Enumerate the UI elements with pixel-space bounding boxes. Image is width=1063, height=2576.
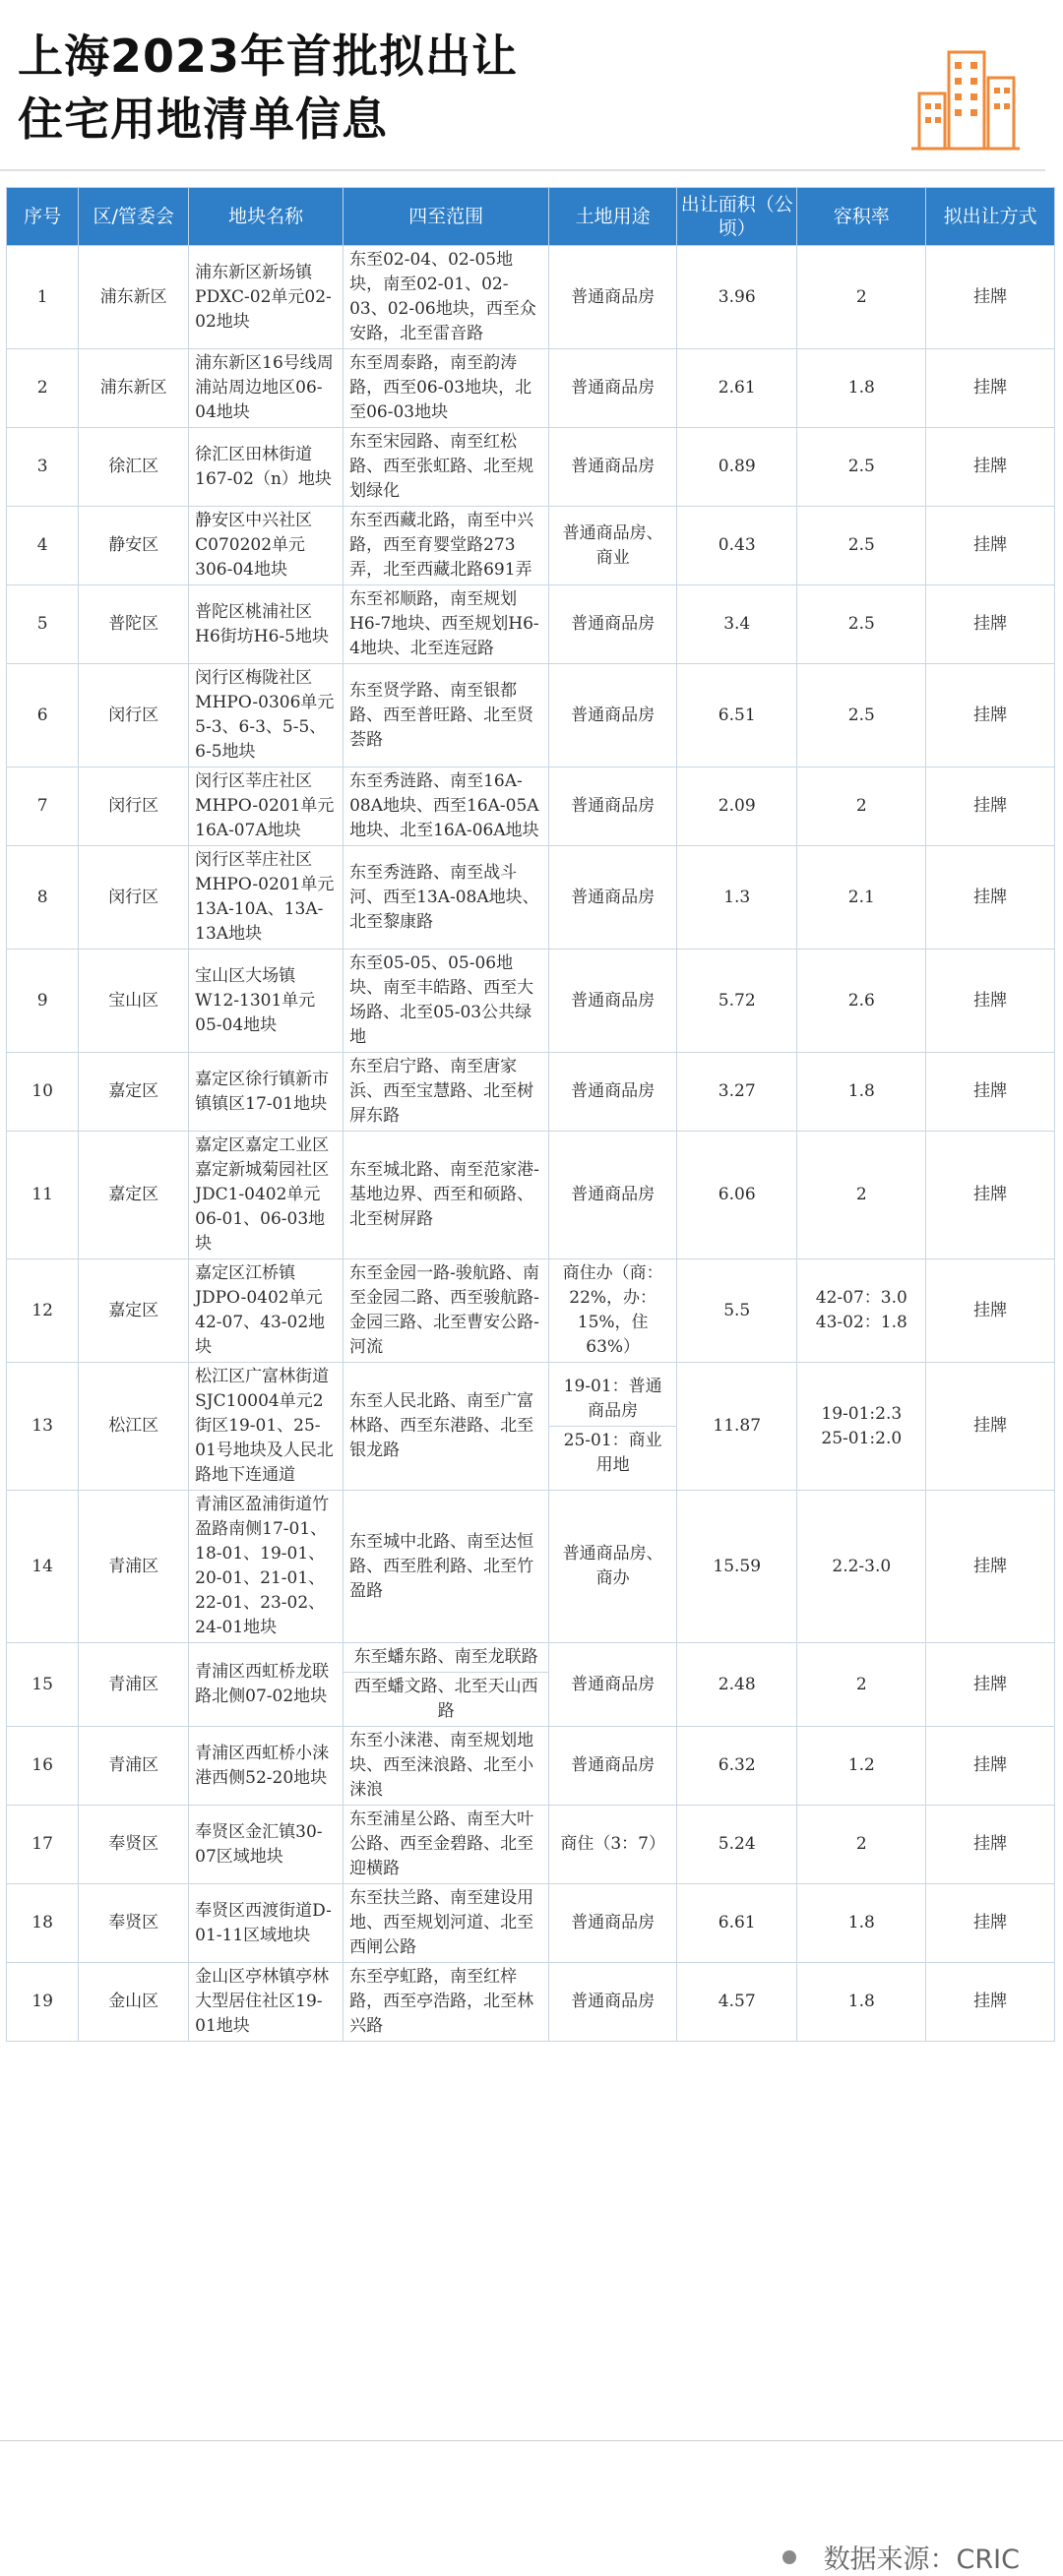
page-title xyxy=(18,25,1041,151)
cell-district: 浦东新区 xyxy=(79,349,189,428)
cell-name: 静安区中兴社区C070202单元306-04地块 xyxy=(189,507,344,585)
cell-name: 青浦区盈浦街道竹盈路南侧17-01、18-01、19-01、20-01、21-01、22-01、23-02、24-01地块 xyxy=(189,1491,344,1643)
table-row xyxy=(7,950,1055,1053)
cell-method: 挂牌 xyxy=(926,1259,1055,1363)
cell-method: 挂牌 xyxy=(926,1963,1055,2042)
cell-far: 2.5 xyxy=(797,507,926,585)
bullet-icon xyxy=(782,2550,796,2564)
cell-no: 2 xyxy=(7,349,79,428)
table-row xyxy=(7,1491,1055,1643)
cell-name: 金山区亭林镇亭林大型居住社区19-01地块 xyxy=(189,1963,344,2042)
table-row xyxy=(7,1363,1055,1491)
cell-area: 5.5 xyxy=(677,1259,797,1363)
table-row xyxy=(7,246,1055,349)
cell-bounds-top: 东至蟠东路、南至龙联路 xyxy=(353,1647,538,1667)
cell-far: 1.2 xyxy=(797,1727,926,1806)
title-line-2: 住宅用地清单信息 xyxy=(18,92,388,146)
cell-method: 挂牌 xyxy=(926,1053,1055,1132)
source-text: 数据来源：CRIC xyxy=(823,2545,1020,2575)
table-row xyxy=(7,507,1055,585)
table-row xyxy=(7,1643,1055,1727)
cell-bounds: 东至小涞港、南至规划地块、西至涞浪路、北至小涞浪 xyxy=(344,1727,549,1806)
cell-area: 3.4 xyxy=(677,585,797,664)
cell-use: 普通商品房 xyxy=(549,664,677,767)
cell-use: 普通商品房 xyxy=(549,1053,677,1132)
cell-bounds: 东至02-04、02-05地块，南至02-01、02-03、02-06地块，西至众安路，北至雷音路 xyxy=(344,246,549,349)
table-row xyxy=(7,585,1055,664)
cell-far: 2 xyxy=(797,1643,926,1727)
cell-area: 11.87 xyxy=(677,1363,797,1491)
cell-bounds xyxy=(344,1643,549,1727)
cell-area: 2.09 xyxy=(677,767,797,846)
table-row xyxy=(7,349,1055,428)
table-row xyxy=(7,428,1055,507)
cell-name: 闵行区梅陇社区MHPO-0306单元5-3、6-3、5-5、6-5地块 xyxy=(189,664,344,767)
cell-district: 金山区 xyxy=(79,1963,189,2042)
cell-no: 7 xyxy=(7,767,79,846)
cell-district: 嘉定区 xyxy=(79,1053,189,1132)
cell-no: 10 xyxy=(7,1053,79,1132)
cell-name: 浦东新区16号线周浦站周边地区06-04地块 xyxy=(189,349,344,428)
cell-use: 普通商品房 xyxy=(549,349,677,428)
cell-far: 42-07：3.0 43-02：1.8 xyxy=(797,1259,926,1363)
cell-no: 1 xyxy=(7,246,79,349)
cell-no: 15 xyxy=(7,1643,79,1727)
cell-bounds: 东至人民北路、南至广富林路、西至东港路、北至银龙路 xyxy=(344,1363,549,1491)
cell-no: 4 xyxy=(7,507,79,585)
cell-area: 6.61 xyxy=(677,1884,797,1963)
cell-bounds: 东至城北路、南至范家港-基地边界、西至和硕路、北至树屏路 xyxy=(344,1132,549,1259)
cell-name: 浦东新区新场镇PDXC-02单元02-02地块 xyxy=(189,246,344,349)
table-row xyxy=(7,1884,1055,1963)
cell-method: 挂牌 xyxy=(926,1806,1055,1884)
cell-district: 青浦区 xyxy=(79,1643,189,1727)
cell-use: 普通商品房 xyxy=(549,1884,677,1963)
cell-bounds: 东至城中北路、南至达恒路、西至胜利路、北至竹盈路 xyxy=(344,1491,549,1643)
cell-district: 浦东新区 xyxy=(79,246,189,349)
cell-area: 5.24 xyxy=(677,1806,797,1884)
cell-name: 徐汇区田林街道167-02（n）地块 xyxy=(189,428,344,507)
cell-bounds: 东至亭虹路，南至红梓路，西至亭浩路，北至林兴路 xyxy=(344,1963,549,2042)
cell-area: 4.57 xyxy=(677,1963,797,2042)
cell-bounds: 东至周泰路，南至韵涛路，西至06-03地块，北至06-03地块 xyxy=(344,349,549,428)
divider xyxy=(0,169,1045,171)
cell-use: 普通商品房 xyxy=(549,1132,677,1259)
cell-method: 挂牌 xyxy=(926,1643,1055,1727)
header-use: 土地用途 xyxy=(549,188,677,246)
cell-use: 普通商品房 xyxy=(549,428,677,507)
cell-method: 挂牌 xyxy=(926,428,1055,507)
cell-method: 挂牌 xyxy=(926,1491,1055,1643)
cell-no: 19 xyxy=(7,1963,79,2042)
cell-bounds: 东至扶兰路、南至建设用地、西至规划河道、北至西闸公路 xyxy=(344,1884,549,1963)
table-row xyxy=(7,1727,1055,1806)
cell-use-bottom: 25-01：商业用地 xyxy=(549,1426,676,1480)
cell-no: 8 xyxy=(7,846,79,950)
table-row xyxy=(7,846,1055,950)
cell-district: 奉贤区 xyxy=(79,1884,189,1963)
header-no: 序号 xyxy=(7,188,79,246)
cell-method: 挂牌 xyxy=(926,507,1055,585)
cell-name: 嘉定区徐行镇新市镇镇区17-01地块 xyxy=(189,1053,344,1132)
cell-no: 17 xyxy=(7,1806,79,1884)
cell-district: 宝山区 xyxy=(79,950,189,1053)
cell-far: 19-01:2.3 25-01:2.0 xyxy=(797,1363,926,1491)
header xyxy=(18,25,1041,162)
land-table xyxy=(6,187,1055,2042)
cell-no: 3 xyxy=(7,428,79,507)
table-row xyxy=(7,1259,1055,1363)
cell-far: 1.8 xyxy=(797,1884,926,1963)
cell-bounds: 东至宋园路、南至红松路、西至张虹路、北至规划绿化 xyxy=(344,428,549,507)
cell-use: 普通商品房 xyxy=(549,1727,677,1806)
cell-district: 闵行区 xyxy=(79,846,189,950)
cell-bounds: 东至05-05、05-06地块、南至丰皓路、西至大场路、北至05-03公共绿地 xyxy=(344,950,549,1053)
cell-use: 商住办（商：22%，办：15%，住63%） xyxy=(549,1259,677,1363)
cell-district: 青浦区 xyxy=(79,1491,189,1643)
cell-bounds: 东至秀涟路、南至16A-08A地块、西至16A-05A地块、北至16A-06A地块 xyxy=(344,767,549,846)
cell-method: 挂牌 xyxy=(926,950,1055,1053)
cell-name: 闵行区莘庄社区MHPO-0201单元16A-07A地块 xyxy=(189,767,344,846)
table-row xyxy=(7,1132,1055,1259)
cell-bounds-bottom: 西至蟠文路、北至天山西路 xyxy=(344,1672,548,1726)
cell-far: 2 xyxy=(797,1132,926,1259)
cell-bounds: 东至西藏北路，南至中兴路，西至育婴堂路273弄，北至西藏北路691弄 xyxy=(344,507,549,585)
cell-method: 挂牌 xyxy=(926,585,1055,664)
cell-use: 普通商品房 xyxy=(549,767,677,846)
cell-district: 闵行区 xyxy=(79,664,189,767)
cell-area: 0.89 xyxy=(677,428,797,507)
cell-name: 青浦区西虹桥龙联路北侧07-02地块 xyxy=(189,1643,344,1727)
cell-area: 6.32 xyxy=(677,1727,797,1806)
cell-no: 13 xyxy=(7,1363,79,1491)
cell-bounds: 东至秀涟路、南至战斗河、西至13A-08A地块、北至黎康路 xyxy=(344,846,549,950)
cell-area: 0.43 xyxy=(677,507,797,585)
footer xyxy=(782,2538,1020,2576)
cell-bounds: 东至启宁路、南至唐家浜、西至宝慧路、北至树屏东路 xyxy=(344,1053,549,1132)
cell-name: 嘉定区江桥镇JDPO-0402单元42-07、43-02地块 xyxy=(189,1259,344,1363)
table-row xyxy=(7,664,1055,767)
table-row xyxy=(7,1963,1055,2042)
cell-district: 嘉定区 xyxy=(79,1132,189,1259)
buildings-icon xyxy=(911,42,1020,153)
header-district: 区/管委会 xyxy=(79,188,189,246)
cell-use: 普通商品房 xyxy=(549,846,677,950)
header-far: 容积率 xyxy=(797,188,926,246)
cell-name: 宝山区大场镇W12-1301单元05-04地块 xyxy=(189,950,344,1053)
cell-no: 12 xyxy=(7,1259,79,1363)
cell-area: 3.96 xyxy=(677,246,797,349)
table-row xyxy=(7,767,1055,846)
cell-use: 商住（3：7） xyxy=(549,1806,677,1884)
cell-far: 2.5 xyxy=(797,585,926,664)
table-row xyxy=(7,1806,1055,1884)
cell-far: 1.8 xyxy=(797,1963,926,2042)
cell-use xyxy=(549,1363,677,1491)
cell-bounds: 东至金园一路-骏航路、南至金园二路、西至骏航路-金园三路、北至曹安公路-河流 xyxy=(344,1259,549,1363)
cell-district: 徐汇区 xyxy=(79,428,189,507)
cell-no: 11 xyxy=(7,1132,79,1259)
cell-use: 普通商品房、商业 xyxy=(549,507,677,585)
cell-method: 挂牌 xyxy=(926,1363,1055,1491)
cell-district: 奉贤区 xyxy=(79,1806,189,1884)
cell-use: 普通商品房 xyxy=(549,585,677,664)
cell-no: 9 xyxy=(7,950,79,1053)
cell-method: 挂牌 xyxy=(926,767,1055,846)
cell-area: 2.48 xyxy=(677,1643,797,1727)
cell-method: 挂牌 xyxy=(926,1132,1055,1259)
table-row xyxy=(7,1053,1055,1132)
cell-use: 普通商品房 xyxy=(549,1643,677,1727)
cell-use: 普通商品房 xyxy=(549,246,677,349)
cell-no: 18 xyxy=(7,1884,79,1963)
cell-no: 6 xyxy=(7,664,79,767)
title-line-1: 上海2023年首批拟出让 xyxy=(18,30,519,83)
cell-name: 普陀区桃浦社区H6街坊H6-5地块 xyxy=(189,585,344,664)
cell-far: 2.2-3.0 xyxy=(797,1491,926,1643)
cell-method: 挂牌 xyxy=(926,846,1055,950)
cell-far: 2 xyxy=(797,767,926,846)
cell-far: 2 xyxy=(797,1806,926,1884)
cell-name: 闵行区莘庄社区MHPO-0201单元13A-10A、13A-13A地块 xyxy=(189,846,344,950)
cell-use: 普通商品房、商办 xyxy=(549,1491,677,1643)
cell-district: 静安区 xyxy=(79,507,189,585)
cell-area: 2.61 xyxy=(677,349,797,428)
cell-district: 松江区 xyxy=(79,1363,189,1491)
cell-method: 挂牌 xyxy=(926,246,1055,349)
cell-area: 5.72 xyxy=(677,950,797,1053)
cell-area: 15.59 xyxy=(677,1491,797,1643)
cell-use: 普通商品房 xyxy=(549,950,677,1053)
header-bounds: 四至范围 xyxy=(344,188,549,246)
cell-far: 2.6 xyxy=(797,950,926,1053)
cell-name: 松江区广富林街道SJC10004单元2街区19-01、25-01号地块及人民北路地下连通道 xyxy=(189,1363,344,1491)
cell-no: 16 xyxy=(7,1727,79,1806)
cell-bounds: 东至浦星公路、南至大叶公路、西至金碧路、北至迎横路 xyxy=(344,1806,549,1884)
cell-district: 闵行区 xyxy=(79,767,189,846)
cell-district: 嘉定区 xyxy=(79,1259,189,1363)
cell-bounds: 东至贤学路、南至银都路、西至普旺路、北至贤荟路 xyxy=(344,664,549,767)
cell-name: 嘉定区嘉定工业区嘉定新城菊园社区JDC1-0402单元06-01、06-03地块 xyxy=(189,1132,344,1259)
cell-area: 6.51 xyxy=(677,664,797,767)
cell-method: 挂牌 xyxy=(926,1727,1055,1806)
cell-method: 挂牌 xyxy=(926,664,1055,767)
cell-district: 青浦区 xyxy=(79,1727,189,1806)
cell-use-top: 19-01：普通商品房 xyxy=(563,1377,662,1421)
header-name: 地块名称 xyxy=(189,188,344,246)
cell-bounds: 东至祁顺路，南至规划H6-7地块、西至规划H6-4地块、北至连冠路 xyxy=(344,585,549,664)
header-method: 拟出让方式 xyxy=(926,188,1055,246)
cell-far: 2 xyxy=(797,246,926,349)
cell-use: 普通商品房 xyxy=(549,1963,677,2042)
cell-method: 挂牌 xyxy=(926,349,1055,428)
cell-far: 2.5 xyxy=(797,428,926,507)
cell-area: 6.06 xyxy=(677,1132,797,1259)
cell-far: 2.1 xyxy=(797,846,926,950)
footer-divider xyxy=(0,2440,1063,2441)
cell-far: 2.5 xyxy=(797,664,926,767)
header-area: 出让面积（公顷） xyxy=(677,188,797,246)
cell-name: 奉贤区金汇镇30-07区域地块 xyxy=(189,1806,344,1884)
cell-area: 1.3 xyxy=(677,846,797,950)
cell-far: 1.8 xyxy=(797,349,926,428)
cell-no: 14 xyxy=(7,1491,79,1643)
cell-method: 挂牌 xyxy=(926,1884,1055,1963)
cell-area: 3.27 xyxy=(677,1053,797,1132)
cell-district: 普陀区 xyxy=(79,585,189,664)
cell-far: 1.8 xyxy=(797,1053,926,1132)
cell-no: 5 xyxy=(7,585,79,664)
table-header-row xyxy=(7,188,1055,246)
cell-name: 青浦区西虹桥小涞港西侧52-20地块 xyxy=(189,1727,344,1806)
cell-name: 奉贤区西渡街道D-01-11区域地块 xyxy=(189,1884,344,1963)
